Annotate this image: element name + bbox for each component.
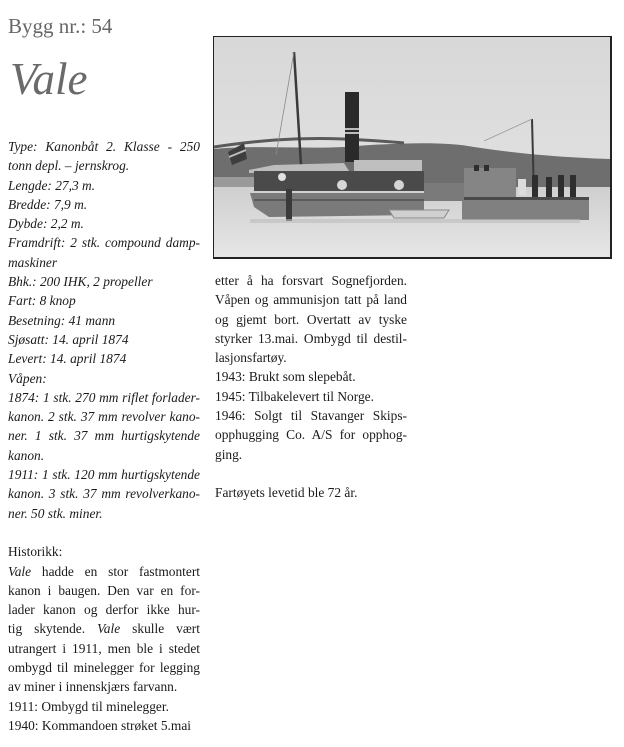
spec-line: 1874: 1 stk. 270 mm riflet forlader- bbox=[8, 389, 200, 405]
history-continued bbox=[215, 271, 407, 464]
history-line: styrker 13.mai. Ombygd til destil- bbox=[215, 330, 407, 346]
history-line: av miner i innenskjærs farvann. bbox=[8, 679, 178, 695]
spec-line: maskiner bbox=[8, 254, 58, 270]
history-line: 1911: Ombygd til minelegger. bbox=[8, 698, 169, 714]
ship-photo bbox=[213, 36, 612, 259]
history-line: opphugging Co. A/S for opphog- bbox=[215, 427, 407, 443]
history-line: etter å ha forsvart Sognefjorden. bbox=[215, 273, 407, 288]
specs-list bbox=[8, 137, 200, 523]
spec-line: kanon. 2 stk. 37 mm revolver kano- bbox=[8, 409, 200, 425]
history-text: hadde en stor fastmontert bbox=[31, 563, 200, 579]
history-line: kanon i baugen. Den var en for- bbox=[8, 582, 200, 598]
spec-line: ner. 1 stk. 37 mm hurtigskytende bbox=[8, 428, 200, 444]
spec-line: kanon. bbox=[8, 447, 45, 463]
history-line: ging. bbox=[215, 446, 243, 462]
ship-photo-icon bbox=[214, 37, 610, 257]
history-line: Våpen og ammunisjon tatt på land bbox=[215, 292, 407, 308]
spec-line: Framdrift: 2 stk. compound damp- bbox=[8, 235, 200, 251]
history-line bbox=[8, 619, 200, 638]
spec-line: ner. 50 stk. miner. bbox=[8, 505, 103, 521]
spec-line: Dybde: 2,2 m. bbox=[8, 216, 84, 232]
spec-line: 1911: 1 stk. 120 mm hurtigskytende bbox=[8, 467, 200, 483]
history-line: 1945: Tilbakelevert til Norge. bbox=[215, 388, 374, 404]
history-line: ombygd til minelegger for legging bbox=[8, 660, 200, 676]
ship-name-ref: Vale bbox=[8, 563, 32, 579]
right-column bbox=[215, 271, 407, 503]
funnel bbox=[345, 92, 359, 162]
history-line: utrangert i 1911, men ble i stedet bbox=[8, 640, 200, 656]
ship-name-ref: Vale bbox=[97, 621, 121, 637]
spec-line: Lengde: 27,3 m. bbox=[8, 177, 96, 193]
lifetime-note: Fartøyets levetid ble 72 år. bbox=[215, 485, 358, 501]
history-line: og gjemt bort. Overtatt av tyske bbox=[215, 311, 407, 327]
rowboat bbox=[389, 210, 449, 218]
left-column bbox=[8, 137, 200, 735]
history-text: tig skytende. bbox=[8, 621, 98, 637]
history-line: 1946: Solgt til Stavanger Skips- bbox=[215, 408, 407, 424]
history-text: skulle vært bbox=[120, 621, 200, 637]
spec-line: Bhk.: 200 IHK, 2 propeller bbox=[8, 274, 153, 290]
spec-line: Sjøsatt: 14. april 1874 bbox=[8, 331, 129, 347]
spec-line: Besetning: 41 mann bbox=[8, 312, 116, 328]
ship-title: Vale bbox=[10, 54, 88, 104]
spec-line: tonn depl. – jernskrog. bbox=[8, 158, 130, 174]
gun-turret bbox=[464, 168, 516, 200]
spec-line: kanon. 3 stk. 37 mm revolverkano- bbox=[8, 486, 200, 502]
spec-line: Våpen: bbox=[8, 370, 47, 386]
spec-line: Levert: 14. april 1874 bbox=[8, 351, 127, 367]
spec-line: Type: Kanonbåt 2. Klasse - 250 bbox=[8, 139, 200, 154]
history-line: lader kanon og derfor ikke hur- bbox=[8, 602, 200, 618]
history-line: lasjonsfartøy. bbox=[215, 350, 287, 366]
spec-line: Bredde: 7,9 m. bbox=[8, 196, 88, 212]
history-line bbox=[8, 562, 200, 581]
build-number: Bygg nr.: 54 bbox=[8, 14, 113, 38]
history-heading: Historikk: bbox=[8, 544, 63, 560]
spec-line: Fart: 8 knop bbox=[8, 293, 76, 309]
history-line: 1943: Brukt som slepebåt. bbox=[215, 369, 356, 385]
history-line: 1940: Kommandoen strøket 5.mai bbox=[8, 717, 191, 733]
